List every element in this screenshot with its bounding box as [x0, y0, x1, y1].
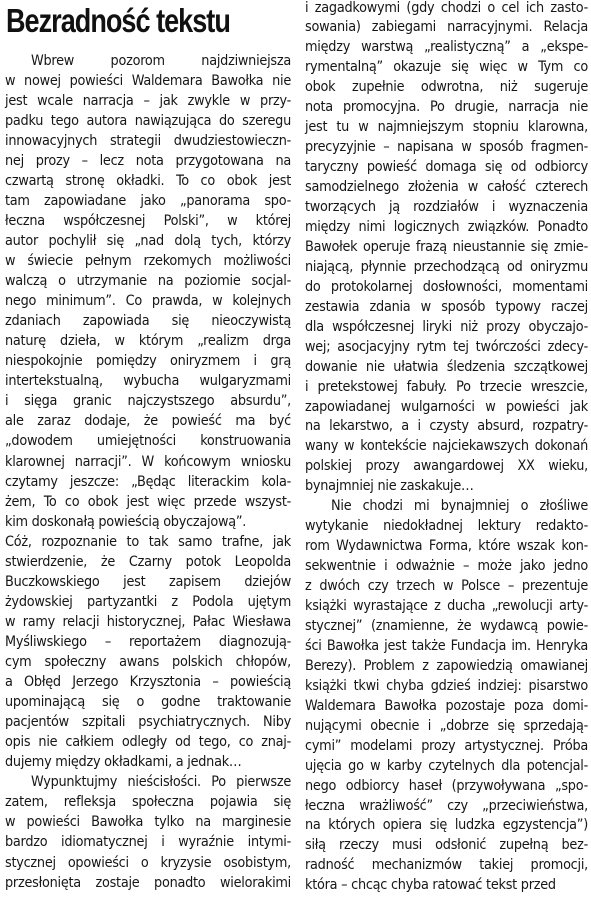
text-line: pacjentów szpitali psychiatrycznych. Niby [5, 714, 291, 731]
text-line: cymi” modelami prozy artystycznej. Próba [305, 737, 588, 754]
text-line: opis nie całkiem odległy od tego, co znaj- [5, 734, 291, 751]
text-line: książki wyrastające z ducha „rewolucji arty- [305, 598, 588, 614]
text-line: i pretekstowej fabuły. Po trzecie wreszcie, [305, 378, 588, 395]
text-line: na których opiera się ludzka egzystencja”) [305, 817, 588, 834]
text-line: a Obłęd Jerzego Krzysztonia – powieścią [5, 674, 291, 691]
text-line: w nowej powieści Waldemara Bawołka nie [5, 72, 291, 89]
text-line: niającą, płynnie przechodzącą od oniryzmu [305, 258, 588, 275]
text-line: siłą rzeczy musi odsłonić zupełną bez- [305, 837, 588, 854]
text-line: Wypunktujmy nieścisłości. Po pierwsze [31, 774, 291, 791]
text-line: jest tu w najmniejszym stopniu klarowna, [305, 119, 588, 136]
text-line: dujemy między okładkami, a jednak… [5, 754, 242, 771]
text-line: żydowskiej partyzantki z Podola ujętym [5, 593, 291, 610]
text-line: taryczny powieść domaga się od odbiorcy [305, 159, 588, 176]
text-line: autor pochylił się „nad dolą tych, którzy [5, 232, 291, 249]
text-line: łeczna współczesnej Polski”, w której [5, 212, 291, 229]
text-line: kim doskonałą powieścią obyczajową”. [5, 513, 247, 530]
text-line: naturę dzieła, w którym „realizm drga [5, 333, 291, 350]
text-line: książki tkwi chyba gdzieś indziej: pisarstwo [305, 677, 588, 694]
text-line: wej; asocjacyjny rytm tej twórczości zdecy- [305, 338, 588, 355]
text-line: zapowiadanej wulgarności w powieści jak [305, 398, 588, 415]
text-line: żem, To co obok jest więc przede wszyst- [5, 493, 291, 510]
text-line: Buczkowskiego jest zapisem dziejów [5, 573, 291, 590]
text-line: zatem, refleksja społeczna pojawia się [5, 794, 291, 811]
text-line: upominającą się o godne traktowanie [5, 694, 291, 711]
text-line: Berezy). Problem z zapowiedzią omawianej [305, 657, 588, 674]
text-line: rymentalną” okazuje się więc w Tym co [305, 59, 588, 76]
text-line: jest wcale narracja – jak zwykle w przy- [5, 92, 291, 109]
text-line: stycznej opowieści o kryzysie osobistym, [5, 854, 291, 871]
text-line: bardzo idiomatycznej i wyraźnie intymi- [5, 834, 291, 851]
text-line: Myśliwskiego – reportażem diagnozują- [5, 633, 291, 650]
text-line: zestawia zdania w sposób typowy raczej [305, 298, 588, 315]
text-line: ujęcia go w karby czytelnych dla potencjal- [305, 757, 588, 774]
text-line: rom Wydawnictwa Forma, które wszak kon- [305, 538, 588, 555]
text-line: walczą o utrzymanie na poziomie socjal- [5, 273, 291, 290]
text-line: intertekstualną, wybucha wulgaryzmami [5, 373, 291, 390]
text-line: między warstwą „realistyczną” a „ekspe- [305, 39, 588, 56]
text-line: ści Bawołka jest także Fundacja im. Henryka [305, 637, 588, 654]
text-line: Wbrew pozorom najdziwniejsza [31, 52, 291, 69]
text-line: nego minimum”. Co prawda, w kolejnych [5, 293, 291, 310]
text-line: czwartą stronę okładki. To co obok jest [5, 172, 291, 189]
text-line: sowania) zabiegami narracyjnymi. Relacja [305, 19, 588, 36]
text-line: ale zaraz dodaje, że powieść ma być [5, 413, 291, 430]
text-line: wytykanie niedokładnej lektury redakto- [305, 518, 588, 535]
text-line: która – chcąc chyba ratować tekst przed [305, 877, 556, 894]
text-line: tworzących ją rozdziałów i wyznaczenia [305, 199, 588, 215]
text-line: cym społeczny awans polskich chłopów, [5, 654, 291, 670]
text-line: łeczna wrażliwość” czy „przeciwieństwa, [305, 797, 588, 814]
text-line: obok zupełnie odwrotna, niż sugeruje [305, 79, 588, 96]
text-line: między nimi logicznych związków. Ponadto [305, 218, 588, 235]
text-line: Waldemara Bawołka pozostaje poza domi- [305, 697, 588, 714]
article-title: Bezradność tekstu [6, 2, 230, 39]
text-line: nej prozy – lecz nota przygotowana na [5, 152, 291, 169]
text-line: przesłonięta zostaje ponadto wielorakimi [5, 874, 291, 891]
text-line: z dwóch czy trzech w Polsce – prezentuje [305, 578, 588, 595]
text-line: radność mechanizmów takiej promocji, [305, 857, 588, 874]
text-line: „dowodem umiejętności konstruowania [5, 433, 291, 450]
text-line: bynajmniej nie zaskakuje… [305, 478, 474, 495]
text-line: do protokolarnej dosłowności, momentami [305, 278, 588, 295]
text-line: klarownej narracji”. W końcowym wniosku [5, 453, 291, 470]
text-line: w świecie pełnym rzekomych możliwości [5, 253, 291, 269]
text-line: polskiej prozy awangardowej XX wieku, [305, 458, 588, 475]
text-line: nującymi obecnie i „dobrze się sprzedają- [305, 717, 588, 734]
text-line: dowanie nie ułatwia śledzenia szczątkowej [305, 358, 588, 375]
text-line: dla współczesnej liryki niż prozy obyczajo- [305, 318, 588, 335]
text-line: padku tego autora nawiązująca do szeregu [5, 112, 291, 129]
text-line: tam zapowiadane jako „panorama spo- [5, 192, 291, 209]
text-line: stwierdzenie, że Czarny potok Leopolda [5, 553, 291, 570]
text-line: sekwentnie i odważnie – może jako jedno [305, 558, 588, 575]
text-line: wany w kontekście najciekawszych dokonań [305, 438, 588, 455]
text-line: w powieści Bawołka tylko na marginesie [5, 814, 291, 831]
text-line: precyzyjnie – napisana w sposób fragmen- [305, 139, 588, 156]
text-line: stycznej” (znamienne, że wydawcą powie- [305, 617, 588, 634]
text-line: czytamy jeszcze: „Będąc literackim kola- [5, 473, 291, 490]
text-line: Bawołek operuje frazą nieustannie się zmie- [305, 238, 588, 255]
text-line: samodzielnego złożenia w całość czterech [305, 179, 588, 196]
text-line: Nie chodzi mi bynajmniej o złośliwe [331, 498, 588, 515]
text-line: Cóż, rozpoznanie to tak samo trafne, jak [5, 533, 291, 550]
text-line: nota promocyjna. Po drugie, narracja nie [305, 99, 588, 116]
text-line: w ramy relacji historycznej, Pałac Wiesława [5, 613, 291, 630]
text-line: niespokojnie pomiędzy oniryzmem i grą [5, 353, 291, 370]
text-line: i zagadkowymi (gdy chodzi o cel ich zasto- [305, 0, 588, 16]
text-line: i sięga granic najczystszego absurdu”, [5, 393, 291, 410]
text-line: zdaniach zapowiada się nieoczywistą [5, 313, 291, 330]
text-line: na lekarstwo, a i czysty absurd, rozpatry- [305, 418, 588, 435]
text-line: nego odbiorcy haseł (przywoływana „spo- [305, 777, 588, 794]
text-line: innowacyjnych strategii dwudziestowieczn- [5, 132, 291, 149]
